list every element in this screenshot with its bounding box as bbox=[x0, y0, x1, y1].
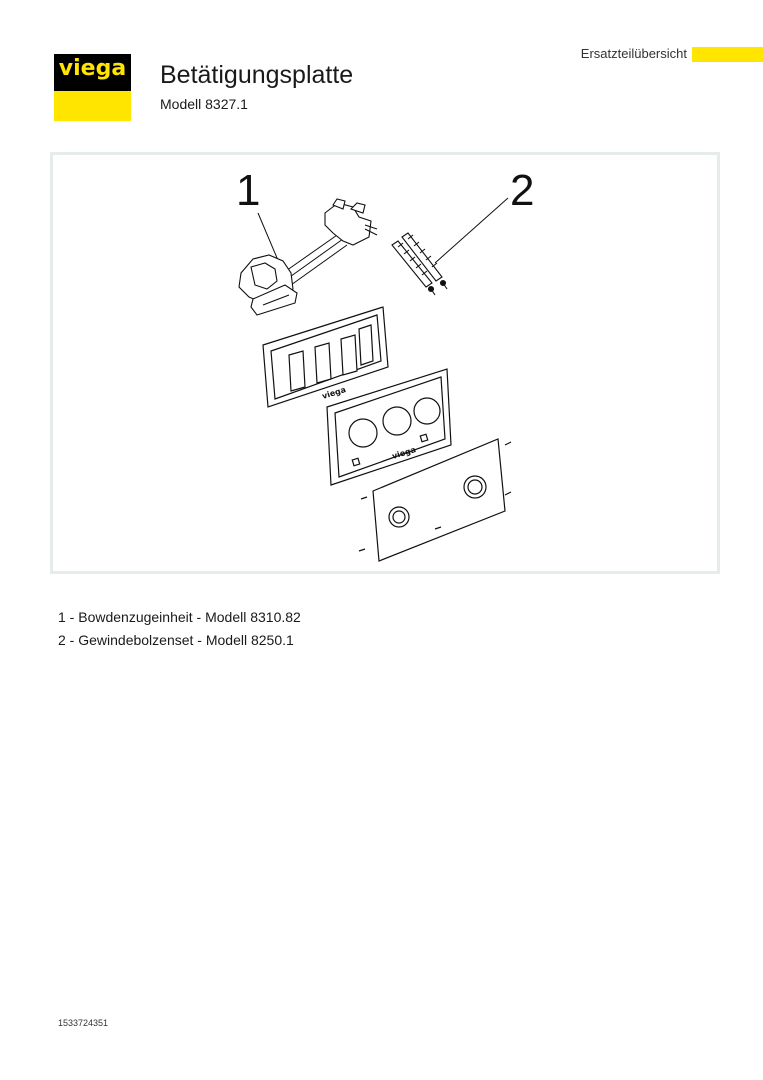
legend-item: 2 - Gewindebolzenset - Modell 8250.1 bbox=[58, 632, 294, 648]
callout-2: 2 bbox=[510, 166, 535, 215]
logo-black-block bbox=[54, 54, 131, 91]
document-number: 1533724351 bbox=[58, 1018, 109, 1028]
document-type-label: Ersatzteilübersicht bbox=[580, 46, 687, 61]
logo-wordmark: viega bbox=[58, 56, 127, 81]
logo-yellow-block bbox=[54, 91, 131, 121]
exploded-view-svg bbox=[53, 155, 717, 571]
parts-legend bbox=[58, 606, 301, 652]
threaded-bolt-set bbox=[392, 233, 447, 295]
exploded-view-drawing bbox=[50, 152, 720, 574]
plate-brand-mark: viega bbox=[390, 445, 418, 461]
legend-item: 1 - Bowdenzugeinheit - Modell 8310.82 bbox=[58, 609, 301, 625]
callout-1: 1 bbox=[236, 166, 261, 215]
page-title: Betätigungsplatte bbox=[160, 61, 354, 89]
viega-logo bbox=[54, 54, 131, 121]
frame-brand-mark: viega bbox=[320, 385, 348, 401]
page-subtitle: Modell 8327.1 bbox=[160, 96, 248, 112]
yellow-accent-bar bbox=[692, 47, 763, 62]
mounting-frame bbox=[263, 307, 388, 407]
leader-line-2 bbox=[435, 198, 508, 263]
